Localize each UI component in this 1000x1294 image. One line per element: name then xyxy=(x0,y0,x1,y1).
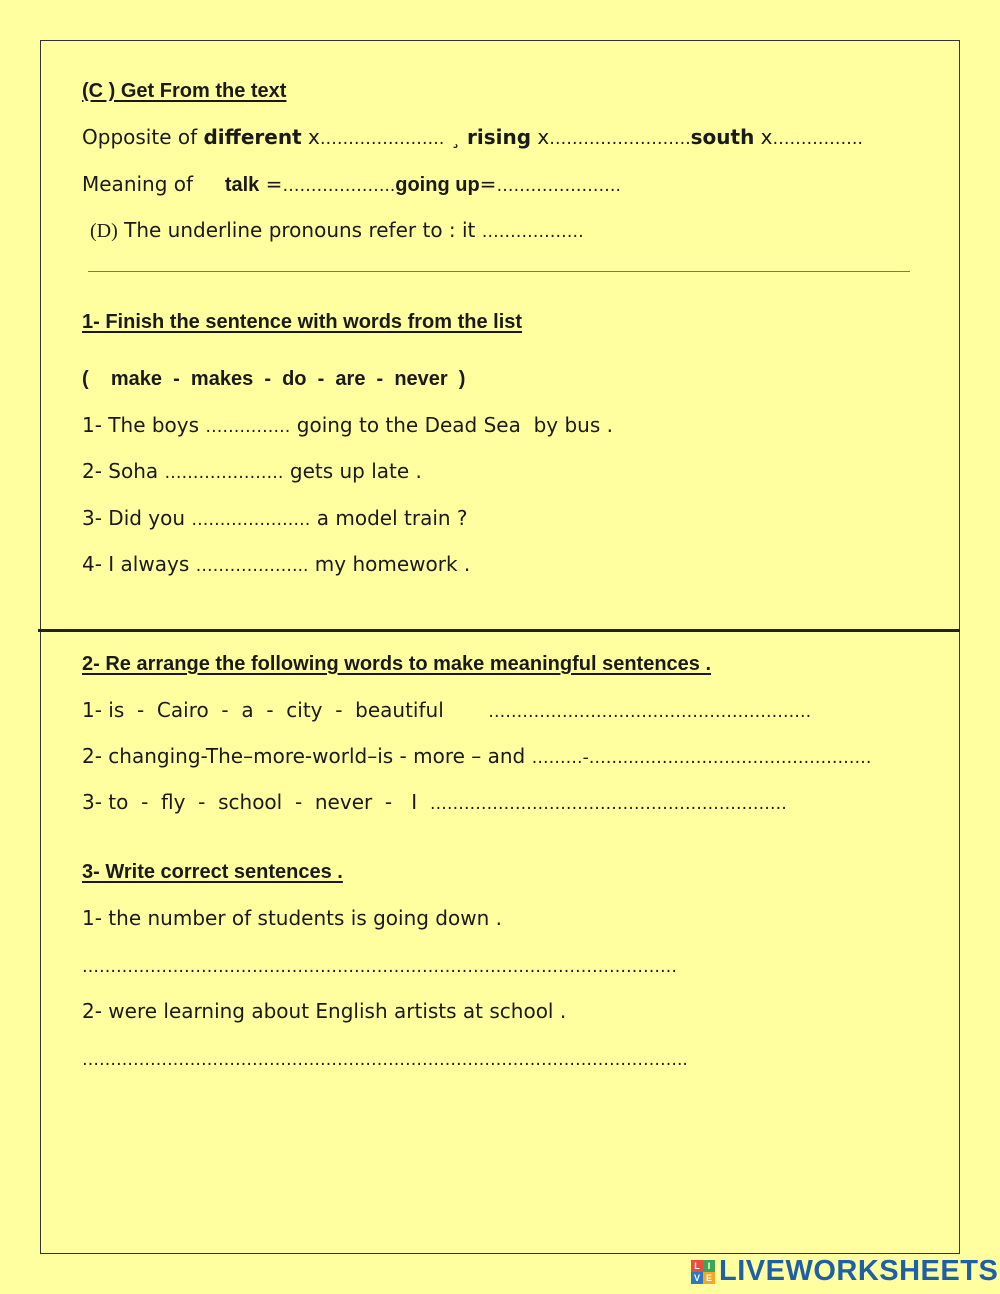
pronoun-text: The underline pronouns refer to : it xyxy=(117,218,482,242)
list-item xyxy=(82,789,787,817)
sentence-text: 2- were learning about English artists at school . xyxy=(82,999,567,1023)
section-divider xyxy=(38,629,960,632)
pronoun-line xyxy=(90,217,584,245)
item-text: 1- The boys xyxy=(82,413,206,437)
opposite-separator: ¸ xyxy=(444,125,467,149)
meaning-label: Meaning of xyxy=(82,172,225,196)
opposite-word-3: south xyxy=(690,125,755,149)
answer-blank[interactable]: ………………… xyxy=(164,463,284,483)
opposite-x-2: x xyxy=(531,125,550,149)
sentence-text: 1- the number of students is going down . xyxy=(82,906,502,930)
answer-blank-opposite-3[interactable]: ……………. xyxy=(772,129,863,149)
list-item xyxy=(82,551,470,579)
meaning-word-1: talk xyxy=(224,174,260,196)
logo-text: LIVEWORKSHEETS xyxy=(719,1255,999,1287)
list-item xyxy=(82,743,872,771)
answer-blank[interactable]: …………………………………………………………………………………………….. xyxy=(82,1050,688,1070)
section-1-heading: 1- Finish the sentence with words from the list xyxy=(82,311,523,333)
logo-mark-i: I xyxy=(703,1260,715,1272)
list-item xyxy=(82,697,811,725)
answer-blank[interactable]: …………………………………………………………………………………………… xyxy=(82,957,677,977)
answer-blank-opposite-1[interactable]: …………………. xyxy=(319,129,445,149)
pronoun-letter: (D) xyxy=(90,220,118,242)
item-text: going to the Dead Sea by bus . xyxy=(290,413,613,437)
liveworksheets-logo xyxy=(691,1255,998,1288)
opposite-line xyxy=(82,124,863,152)
logo-mark-l: L xyxy=(691,1260,703,1272)
item-text: gets up late . xyxy=(283,459,422,483)
answer-blank[interactable]: ………-……..…………………………………… xyxy=(531,748,872,768)
item-text: 1- is - Cairo - a - city - beautiful xyxy=(82,698,489,722)
answer-blank[interactable]: …………… xyxy=(205,417,291,437)
item-text: 2- Soha xyxy=(82,459,165,483)
answer-blank-pronoun[interactable]: ……………… xyxy=(481,222,584,242)
item-text: 2- changing-The–more-world–is - more – and xyxy=(82,744,532,768)
horizontal-rule xyxy=(88,271,910,272)
answer-blank[interactable]: ……………….. xyxy=(195,556,309,576)
item-text: 3- to - fly - school - never - I xyxy=(82,790,430,814)
item-text: my homework . xyxy=(308,552,471,576)
opposite-word-2: rising xyxy=(466,125,532,149)
item-text: a model train ? xyxy=(310,506,468,530)
opposite-word-1: different xyxy=(203,125,302,149)
meaning-word-2: going up xyxy=(395,174,480,196)
opposite-label: Opposite of xyxy=(82,125,204,149)
answer-blank[interactable]: ………………… xyxy=(191,510,311,530)
item-text: 3- Did you xyxy=(82,506,192,530)
word-list: ( make - makes - do - are - never ) xyxy=(82,368,466,390)
section-3-heading: 3- Write correct sentences . xyxy=(82,861,343,883)
answer-blank-opposite-2[interactable]: ……………………. xyxy=(549,129,691,149)
section-2-heading: 2- Re arrange the following words to make meaningful sentences . xyxy=(82,653,712,675)
opposite-x-1: x xyxy=(301,125,320,149)
opposite-x-3: x xyxy=(754,125,773,149)
item-text: 4- I always xyxy=(82,552,196,576)
logo-mark-e: E xyxy=(703,1272,715,1284)
answer-blank-meaning-1[interactable]: ……………….. xyxy=(282,176,396,196)
meaning-eq-2: = xyxy=(479,172,497,196)
list-item xyxy=(82,458,422,486)
list-item xyxy=(82,412,613,440)
logo-mark-icon xyxy=(691,1260,715,1284)
list-item xyxy=(82,505,468,533)
meaning-line xyxy=(82,171,621,199)
logo-mark-v: V xyxy=(691,1272,703,1284)
section-c-heading: (C ) Get From the text xyxy=(82,80,287,102)
answer-blank[interactable]: ………………………………………………… xyxy=(488,702,812,722)
answer-blank[interactable]: ……………………………………………………… xyxy=(429,794,787,814)
answer-blank-meaning-2[interactable]: …………………. xyxy=(496,176,621,196)
meaning-eq-1: = xyxy=(259,172,283,196)
